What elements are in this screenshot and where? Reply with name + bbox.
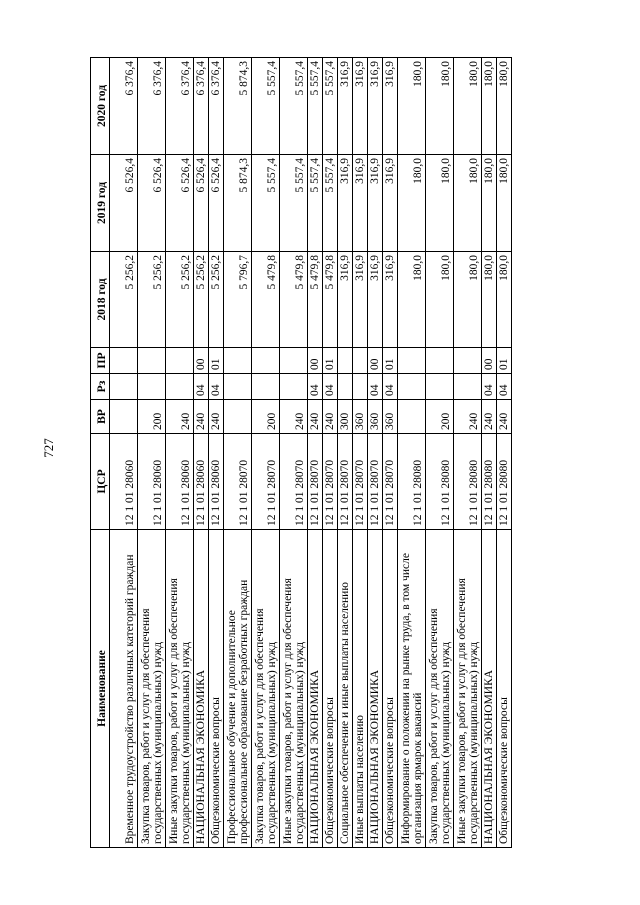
cell-rz: 04 [368, 374, 383, 400]
cell-csr: 12 1 01 28070 [368, 434, 383, 530]
cell-y2019: 180,0 [497, 155, 512, 252]
budget-table-container [90, 58, 526, 848]
cell-y2018: 5 256,2 [209, 252, 224, 348]
cell-csr: 12 1 01 28060 [209, 434, 224, 530]
table-row [209, 58, 224, 848]
header-name: Наименование [91, 530, 110, 848]
cell-pr: 01 [323, 348, 338, 374]
cell-vr: 200 [138, 400, 166, 434]
cell-vr: 240 [482, 400, 497, 434]
cell-name: НАЦИОНАЛЬНАЯ ЭКОНОМИКА [368, 530, 383, 848]
cell-y2020: 5 557,4 [252, 58, 280, 155]
cell-rz: 04 [209, 374, 224, 400]
header-2020: 2020 год [91, 58, 110, 155]
header-csr: ЦСР [91, 434, 110, 530]
cell-rz [454, 374, 482, 400]
cell-y2018: 316,9 [353, 252, 368, 348]
cell-csr: 12 1 01 28070 [323, 434, 338, 530]
cell-vr: 240 [308, 400, 323, 434]
cell-pr [398, 348, 426, 374]
cell-y2019: 6 526,4 [166, 155, 194, 252]
cell-name: Иные закупки товаров, работ и услуг для обеспечения государственных (муниципальных) нужд [280, 530, 308, 848]
cell-y2019: 180,0 [482, 155, 497, 252]
cell-y2018: 5 479,8 [308, 252, 323, 348]
cell-y2020: 5 557,4 [280, 58, 308, 155]
table-row [482, 58, 497, 848]
cell-y2018: 5 256,2 [194, 252, 209, 348]
cell-vr: 240 [280, 400, 308, 434]
cell-name: НАЦИОНАЛЬНАЯ ЭКОНОМИКА [482, 530, 497, 848]
cell-y2019: 5 557,4 [252, 155, 280, 252]
cell-y2020: 180,0 [398, 58, 426, 155]
cell-y2019: 180,0 [398, 155, 426, 252]
cell-y2019: 316,9 [383, 155, 398, 252]
table-row [280, 58, 308, 848]
cell-rz [110, 374, 138, 400]
cell-pr: 00 [368, 348, 383, 374]
cell-vr: 360 [353, 400, 368, 434]
cell-pr [353, 348, 368, 374]
table-body [110, 58, 512, 848]
table-row [308, 58, 323, 848]
cell-y2018: 5 479,8 [323, 252, 338, 348]
cell-vr [398, 400, 426, 434]
page-number: 727 [41, 438, 56, 458]
header-2018: 2018 год [91, 252, 110, 348]
cell-name: Иные выплаты населению [353, 530, 368, 848]
cell-y2019: 316,9 [338, 155, 353, 252]
cell-csr: 12 1 01 28060 [138, 434, 166, 530]
table-row [252, 58, 280, 848]
cell-pr [224, 348, 252, 374]
cell-pr: 01 [497, 348, 512, 374]
cell-pr [338, 348, 353, 374]
header-vr: ВР [91, 400, 110, 434]
cell-pr [426, 348, 454, 374]
cell-vr: 360 [383, 400, 398, 434]
cell-y2018: 5 256,2 [110, 252, 138, 348]
cell-name: Общеэкономические вопросы [209, 530, 224, 848]
cell-name: НАЦИОНАЛЬНАЯ ЭКОНОМИКА [308, 530, 323, 848]
cell-y2018: 180,0 [497, 252, 512, 348]
cell-y2020: 5 874,3 [224, 58, 252, 155]
table-header-row [91, 58, 110, 848]
cell-csr: 12 1 01 28080 [482, 434, 497, 530]
cell-vr: 240 [497, 400, 512, 434]
table-row [110, 58, 138, 848]
cell-y2019: 180,0 [426, 155, 454, 252]
cell-y2018: 316,9 [383, 252, 398, 348]
cell-y2020: 180,0 [426, 58, 454, 155]
cell-rz [166, 374, 194, 400]
cell-y2018: 316,9 [338, 252, 353, 348]
cell-vr: 200 [252, 400, 280, 434]
table-row [426, 58, 454, 848]
cell-y2020: 6 376,4 [194, 58, 209, 155]
cell-pr: 00 [482, 348, 497, 374]
cell-y2020: 316,9 [368, 58, 383, 155]
cell-y2020: 180,0 [497, 58, 512, 155]
cell-y2018: 5 796,7 [224, 252, 252, 348]
cell-csr: 12 1 01 28080 [398, 434, 426, 530]
budget-table [90, 57, 512, 848]
cell-rz [398, 374, 426, 400]
cell-name: Профессиональное обучение и дополнительное профессиональное образование безработных граждан [224, 530, 252, 848]
cell-rz [224, 374, 252, 400]
cell-y2018: 180,0 [454, 252, 482, 348]
cell-y2019: 5 874,3 [224, 155, 252, 252]
cell-y2019: 180,0 [454, 155, 482, 252]
cell-y2019: 6 526,4 [194, 155, 209, 252]
table-row [166, 58, 194, 848]
cell-y2020: 6 376,4 [110, 58, 138, 155]
cell-vr [110, 400, 138, 434]
cell-y2019: 316,9 [353, 155, 368, 252]
cell-pr [280, 348, 308, 374]
cell-name: Социальное обеспечение и иные выплаты населению [338, 530, 353, 848]
cell-y2019: 6 526,4 [110, 155, 138, 252]
cell-y2018: 180,0 [482, 252, 497, 348]
cell-csr: 12 1 01 28060 [194, 434, 209, 530]
cell-pr: 01 [383, 348, 398, 374]
cell-pr [454, 348, 482, 374]
cell-pr [110, 348, 138, 374]
cell-y2018: 180,0 [426, 252, 454, 348]
cell-csr: 12 1 01 28070 [353, 434, 368, 530]
cell-rz [426, 374, 454, 400]
cell-vr: 300 [338, 400, 353, 434]
cell-y2018: 180,0 [398, 252, 426, 348]
cell-rz [338, 374, 353, 400]
cell-name: Иные закупки товаров, работ и услуг для обеспечения государственных (муниципальных) нужд [166, 530, 194, 848]
cell-y2020: 6 376,4 [166, 58, 194, 155]
cell-rz [138, 374, 166, 400]
cell-y2019: 6 526,4 [209, 155, 224, 252]
table-row [454, 58, 482, 848]
cell-y2020: 316,9 [338, 58, 353, 155]
cell-y2020: 180,0 [482, 58, 497, 155]
cell-y2018: 316,9 [368, 252, 383, 348]
cell-rz: 04 [323, 374, 338, 400]
cell-pr [138, 348, 166, 374]
cell-y2018: 5 479,8 [280, 252, 308, 348]
cell-name: Закупка товаров, работ и услуг для обеспечения государственных (муниципальных) нужд [252, 530, 280, 848]
cell-rz: 04 [308, 374, 323, 400]
table-row [353, 58, 368, 848]
header-pr: ПР [91, 348, 110, 374]
cell-rz: 04 [194, 374, 209, 400]
cell-y2018: 5 256,2 [138, 252, 166, 348]
cell-y2020: 316,9 [383, 58, 398, 155]
header-2019: 2019 год [91, 155, 110, 252]
cell-name: Информирование о положении на рынке труда, в том числе организация ярмарок вакансий [398, 530, 426, 848]
table-row [138, 58, 166, 848]
cell-pr [166, 348, 194, 374]
cell-csr: 12 1 01 28080 [497, 434, 512, 530]
cell-rz [353, 374, 368, 400]
cell-csr: 12 1 01 28060 [166, 434, 194, 530]
cell-rz: 04 [383, 374, 398, 400]
cell-csr: 12 1 01 28070 [338, 434, 353, 530]
table-row [194, 58, 209, 848]
cell-rz [280, 374, 308, 400]
cell-name: Общеэкономические вопросы [323, 530, 338, 848]
cell-csr: 12 1 01 28070 [252, 434, 280, 530]
cell-y2020: 6 376,4 [209, 58, 224, 155]
cell-y2018: 5 479,8 [252, 252, 280, 348]
cell-name: Закупка товаров, работ и услуг для обеспечения государственных (муниципальных) нужд [426, 530, 454, 848]
cell-pr: 00 [308, 348, 323, 374]
table-row [497, 58, 512, 848]
cell-csr: 12 1 01 28080 [454, 434, 482, 530]
cell-vr: 240 [323, 400, 338, 434]
cell-vr: 360 [368, 400, 383, 434]
table-row [398, 58, 426, 848]
cell-pr [252, 348, 280, 374]
cell-y2018: 5 256,2 [166, 252, 194, 348]
cell-csr: 12 1 01 28070 [308, 434, 323, 530]
cell-vr: 240 [194, 400, 209, 434]
header-rz: Рз [91, 374, 110, 400]
cell-name: Временное трудоустройство различных категорий граждан [110, 530, 138, 848]
table-row [383, 58, 398, 848]
cell-y2019: 5 557,4 [280, 155, 308, 252]
cell-csr: 12 1 01 28060 [110, 434, 138, 530]
table-row [323, 58, 338, 848]
cell-y2019: 5 557,4 [323, 155, 338, 252]
cell-pr: 00 [194, 348, 209, 374]
cell-csr: 12 1 01 28070 [383, 434, 398, 530]
cell-name: Общеэкономические вопросы [383, 530, 398, 848]
cell-csr: 12 1 01 28070 [280, 434, 308, 530]
table-row [368, 58, 383, 848]
table-row [224, 58, 252, 848]
cell-name: Иные закупки товаров, работ и услуг для обеспечения государственных (муниципальных) нужд [454, 530, 482, 848]
cell-y2020: 316,9 [353, 58, 368, 155]
cell-y2019: 6 526,4 [138, 155, 166, 252]
cell-rz [252, 374, 280, 400]
table-row [338, 58, 353, 848]
cell-vr: 240 [209, 400, 224, 434]
cell-y2020: 5 557,4 [308, 58, 323, 155]
cell-vr: 240 [166, 400, 194, 434]
cell-y2020: 5 557,4 [323, 58, 338, 155]
cell-csr: 12 1 01 28070 [224, 434, 252, 530]
cell-vr: 240 [454, 400, 482, 434]
cell-name: Закупка товаров, работ и услуг для обеспечения государственных (муниципальных) нужд [138, 530, 166, 848]
cell-vr [224, 400, 252, 434]
cell-y2020: 6 376,4 [138, 58, 166, 155]
cell-y2020: 180,0 [454, 58, 482, 155]
cell-pr: 01 [209, 348, 224, 374]
cell-y2019: 5 557,4 [308, 155, 323, 252]
cell-rz: 04 [482, 374, 497, 400]
cell-y2019: 316,9 [368, 155, 383, 252]
cell-vr: 200 [426, 400, 454, 434]
cell-name: НАЦИОНАЛЬНАЯ ЭКОНОМИКА [194, 530, 209, 848]
cell-rz: 04 [497, 374, 512, 400]
cell-name: Общеэкономические вопросы [497, 530, 512, 848]
cell-csr: 12 1 01 28080 [426, 434, 454, 530]
